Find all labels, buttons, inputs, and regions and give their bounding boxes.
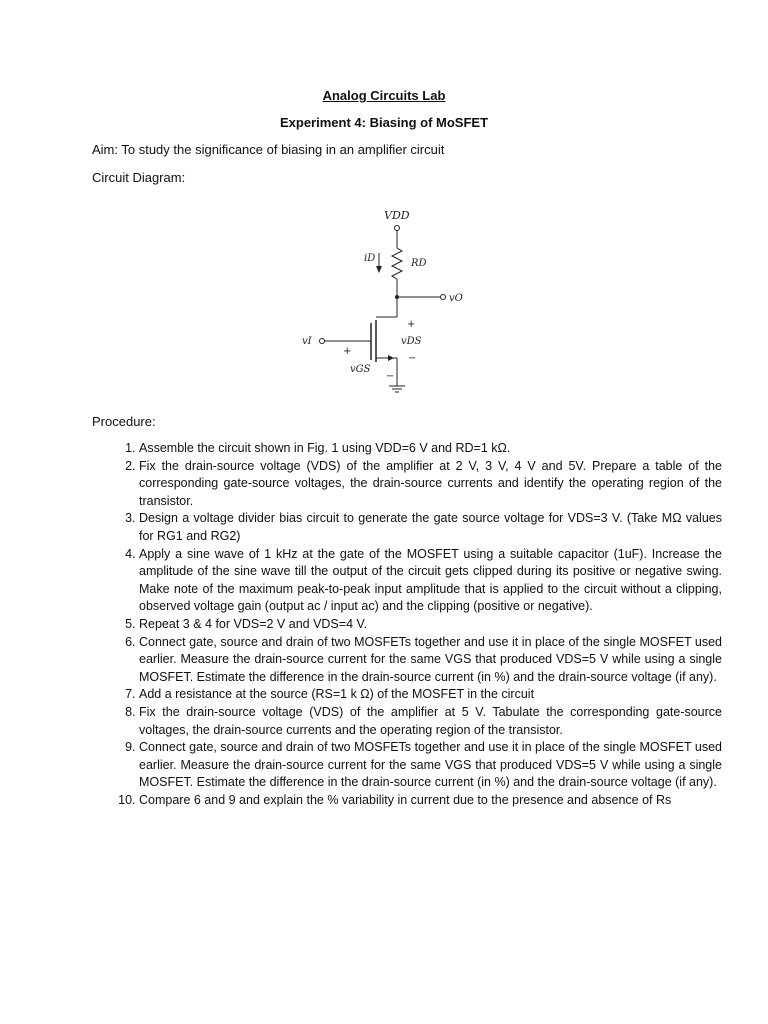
- experiment-title: Experiment 4: Biasing of MoSFET: [279, 115, 489, 130]
- procedure-step: 5. Repeat 3 & 4 for VDS=2 V and VDS=4 V.: [139, 616, 722, 634]
- vo-label: vO: [449, 293, 463, 304]
- rd-label: RD: [411, 258, 427, 269]
- mosfet-circuit-diagram: [290, 198, 480, 403]
- drain-resistor: [392, 248, 402, 279]
- output-terminal: [441, 295, 446, 300]
- vds-label: vDS: [401, 336, 422, 347]
- procedure-step: 10. Compare 6 and 9 and explain the % variability in current due to the presence and absence of Rs: [139, 792, 722, 810]
- procedure-list: [92, 440, 722, 809]
- document-title: Analog Circuits Lab: [322, 88, 446, 103]
- procedure-step: 2. Fix the drain-source voltage (VDS) of the amplifier at 2 V, 3 V, 4 V and 5V. Prepare a table of the corresponding gate-source voltages, the drain-source currents and identify the operating region of the transistor.: [139, 458, 722, 511]
- procedure-step: 1. Assemble the circuit shown in Fig. 1 using VDD=6 V and RD=1 kΩ.: [139, 440, 722, 458]
- procedure-step: 8. Fix the drain-source voltage (VDS) of the amplifier at 5 V. Tabulate the corresponding gate-source voltages, the drain-source currents and the operating region of the transistor.: [139, 704, 722, 739]
- vdd-terminal: [395, 226, 400, 231]
- procedure-step: 6. Connect gate, source and drain of two MOSFETs together and use it in place of the single MOSFET used earlier. Measure the drain-source current for the same VGS that produced VDS=5 V while using a single MOSFET. Estimate the difference in the drain-source current (in %) and the drain-source voltage (if any).: [139, 634, 722, 687]
- aim-text: Aim: To study the significance of biasing in an amplifier circuit: [92, 142, 445, 157]
- procedure-heading: Procedure:: [92, 414, 156, 429]
- circuit-diagram-heading: Circuit Diagram:: [92, 170, 186, 185]
- vi-label: vI: [302, 336, 312, 347]
- vgs-plus: +: [343, 346, 352, 357]
- procedure-step: 3. Design a voltage divider bias circuit to generate the gate source voltage for VDS=3 V. (Take MΩ values for RG1 and RG2): [139, 510, 722, 545]
- vdd-label: VDD: [384, 209, 410, 222]
- vds-plus: +: [407, 319, 416, 330]
- vgs-minus: −: [386, 371, 395, 382]
- vgs-label: vGS: [350, 364, 371, 375]
- input-terminal: [320, 339, 325, 344]
- id-label: iD: [364, 253, 376, 264]
- vds-minus: −: [408, 353, 417, 364]
- procedure-step: 9. Connect gate, source and drain of two MOSFETs together and use it in place of the single MOSFET used earlier. Measure the drain-source current for the same VGS that produced VDS=5 V while using a single MOSFET. Estimate the difference in the drain-source current (in %) and the drain-source voltage (if any).: [139, 739, 722, 792]
- procedure-step: 4. Apply a sine wave of 1 kHz at the gate of the MOSFET using a suitable capacitor (1uF). Increase the amplitude of the sine wave till the output of the circuit gets clipped during its positive or negative swing. Make note of the maximum peak-to-peak input amplitude that is applied to the circuit without a clipping, observed voltage gain (output ac / input ac) and the clipping (positive or negative).: [139, 546, 722, 616]
- procedure-step: 7. Add a resistance at the source (RS=1 k Ω) of the MOSFET in the circuit: [139, 686, 722, 704]
